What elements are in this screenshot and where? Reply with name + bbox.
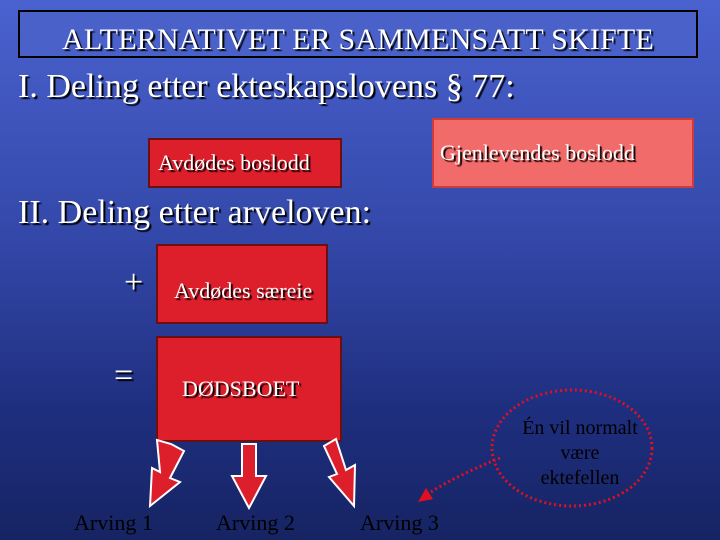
note-line-1: Én vil normalt (522, 417, 638, 439)
avdodes-saereie-label: Avdødes særeie (174, 278, 313, 303)
arving-3-label: Arving 3 (360, 510, 439, 535)
dotted-pointer-arrow (425, 458, 500, 496)
note-line-3: ektefellen (540, 467, 620, 489)
gjenlevendes-boslodd-label: Gjenlevendes boslodd (440, 140, 635, 165)
dodsboet-label: DØDSBOET (182, 376, 300, 401)
arrow-to-arving-2 (232, 444, 266, 508)
slide-title: ALTERNATIVET ER SAMMENSATT SKIFTE (62, 23, 654, 56)
section-2-heading: II. Deling etter arveloven: (18, 194, 372, 231)
section-1-heading: I. Deling etter ekteskapslovens § 77: (18, 68, 515, 105)
equals-sign: = (114, 357, 134, 394)
note-line-2: være (560, 442, 600, 464)
plus-sign: + (124, 264, 144, 301)
arving-1-label: Arving 1 (74, 510, 153, 535)
arrow-to-arving-3 (324, 439, 355, 506)
arving-2-label: Arving 2 (216, 510, 295, 535)
spouse-note (500, 416, 660, 491)
avdodes-boslodd-label: Avdødes boslodd (158, 150, 310, 175)
arrow-to-arving-1 (150, 440, 184, 506)
